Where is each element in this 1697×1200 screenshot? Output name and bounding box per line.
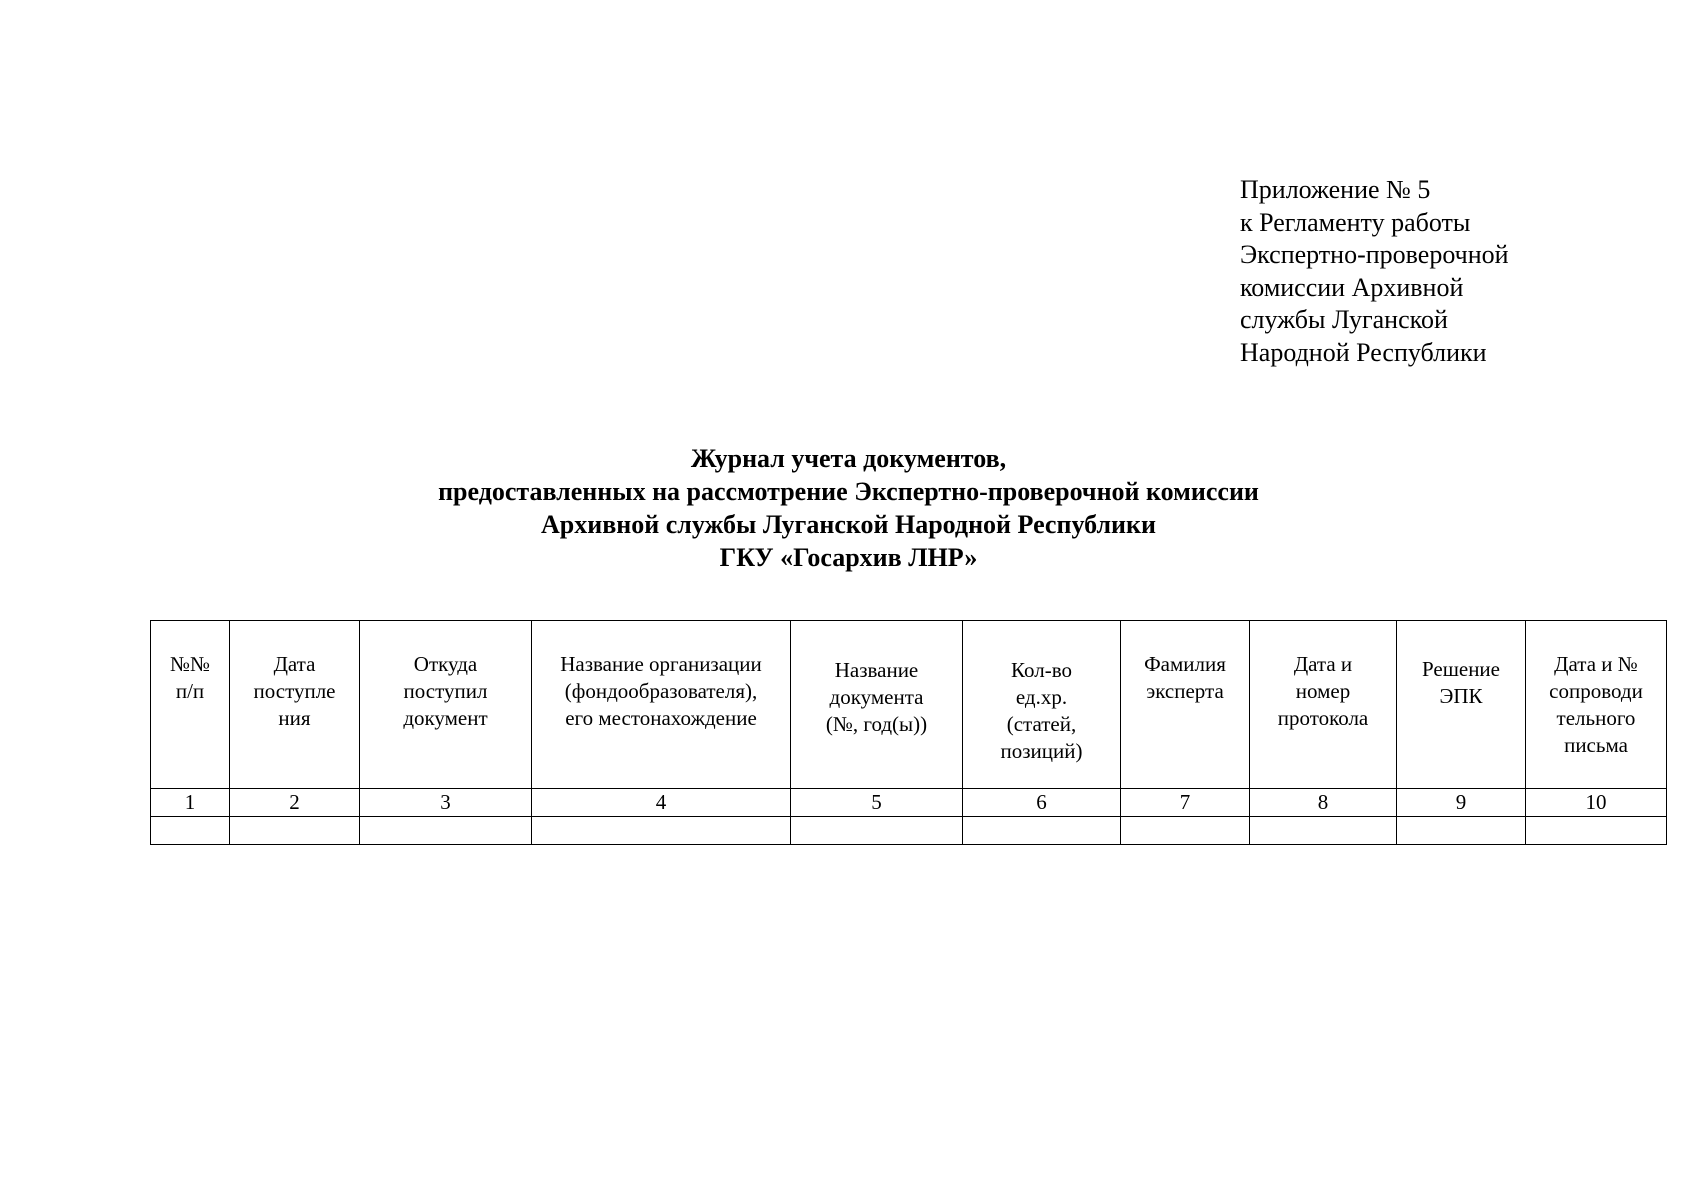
table-cell	[963, 817, 1121, 845]
header-cell-organization: Название организации (фондообразователя), его местонахождение	[532, 621, 791, 789]
appendix-line: комиссии Архивной	[1240, 272, 1464, 302]
column-number: 4	[532, 789, 791, 817]
header-row	[151, 621, 1667, 789]
appendix-line: Приложение № 5	[1240, 175, 1431, 204]
header-cell-source: Откуда поступил документ	[360, 621, 532, 789]
column-number: 2	[230, 789, 360, 817]
header-cell-cover-letter: Дата и № сопроводи тельного письма	[1526, 621, 1667, 789]
table-cell	[532, 817, 791, 845]
table-cell	[360, 817, 532, 845]
appendix-note	[1240, 174, 1640, 369]
table-cell	[1121, 817, 1250, 845]
appendix-line: Экспертно-проверочной	[1240, 240, 1509, 269]
header-cell-document-name: Название документа (№, год(ы))	[791, 621, 963, 789]
column-number: 3	[360, 789, 532, 817]
title-line: Журнал учета документов,	[690, 444, 1007, 473]
title-line: Архивной службы Луганской Народной Республики	[541, 510, 1156, 539]
table-cell	[791, 817, 963, 845]
header-cell-expert: Фамилия эксперта	[1121, 621, 1250, 789]
title-line: ГКУ «Госархив ЛНР»	[719, 543, 978, 572]
header-cell-protocol: Дата и номер протокола	[1250, 621, 1397, 789]
column-number: 7	[1121, 789, 1250, 817]
table-row	[151, 817, 1667, 845]
column-number: 10	[1526, 789, 1667, 817]
document-title	[0, 442, 1697, 574]
appendix-line: к Регламенту работы	[1240, 207, 1471, 237]
table-cell	[230, 817, 360, 845]
title-line: предоставленных на рассмотрение Экспертно-проверочной комиссии	[438, 477, 1259, 506]
header-cell-quantity: Кол-во ед.хр. (статей, позиций)	[963, 621, 1121, 789]
appendix-line: службы Луганской	[1240, 305, 1448, 334]
column-number: 6	[963, 789, 1121, 817]
table-cell	[1526, 817, 1667, 845]
table-cell	[1397, 817, 1526, 845]
table-cell	[151, 817, 230, 845]
column-number-row	[151, 789, 1667, 817]
header-cell-decision: Решение ЭПК	[1397, 621, 1526, 789]
column-number: 5	[791, 789, 963, 817]
header-cell-receipt-date: Дата поступле ния	[230, 621, 360, 789]
header-cell-number: №№ п/п	[151, 621, 230, 789]
journal-table	[150, 620, 1667, 845]
appendix-line: Народной Республики	[1240, 337, 1487, 367]
column-number: 8	[1250, 789, 1397, 817]
column-number: 1	[151, 789, 230, 817]
table-cell	[1250, 817, 1397, 845]
column-number: 9	[1397, 789, 1526, 817]
